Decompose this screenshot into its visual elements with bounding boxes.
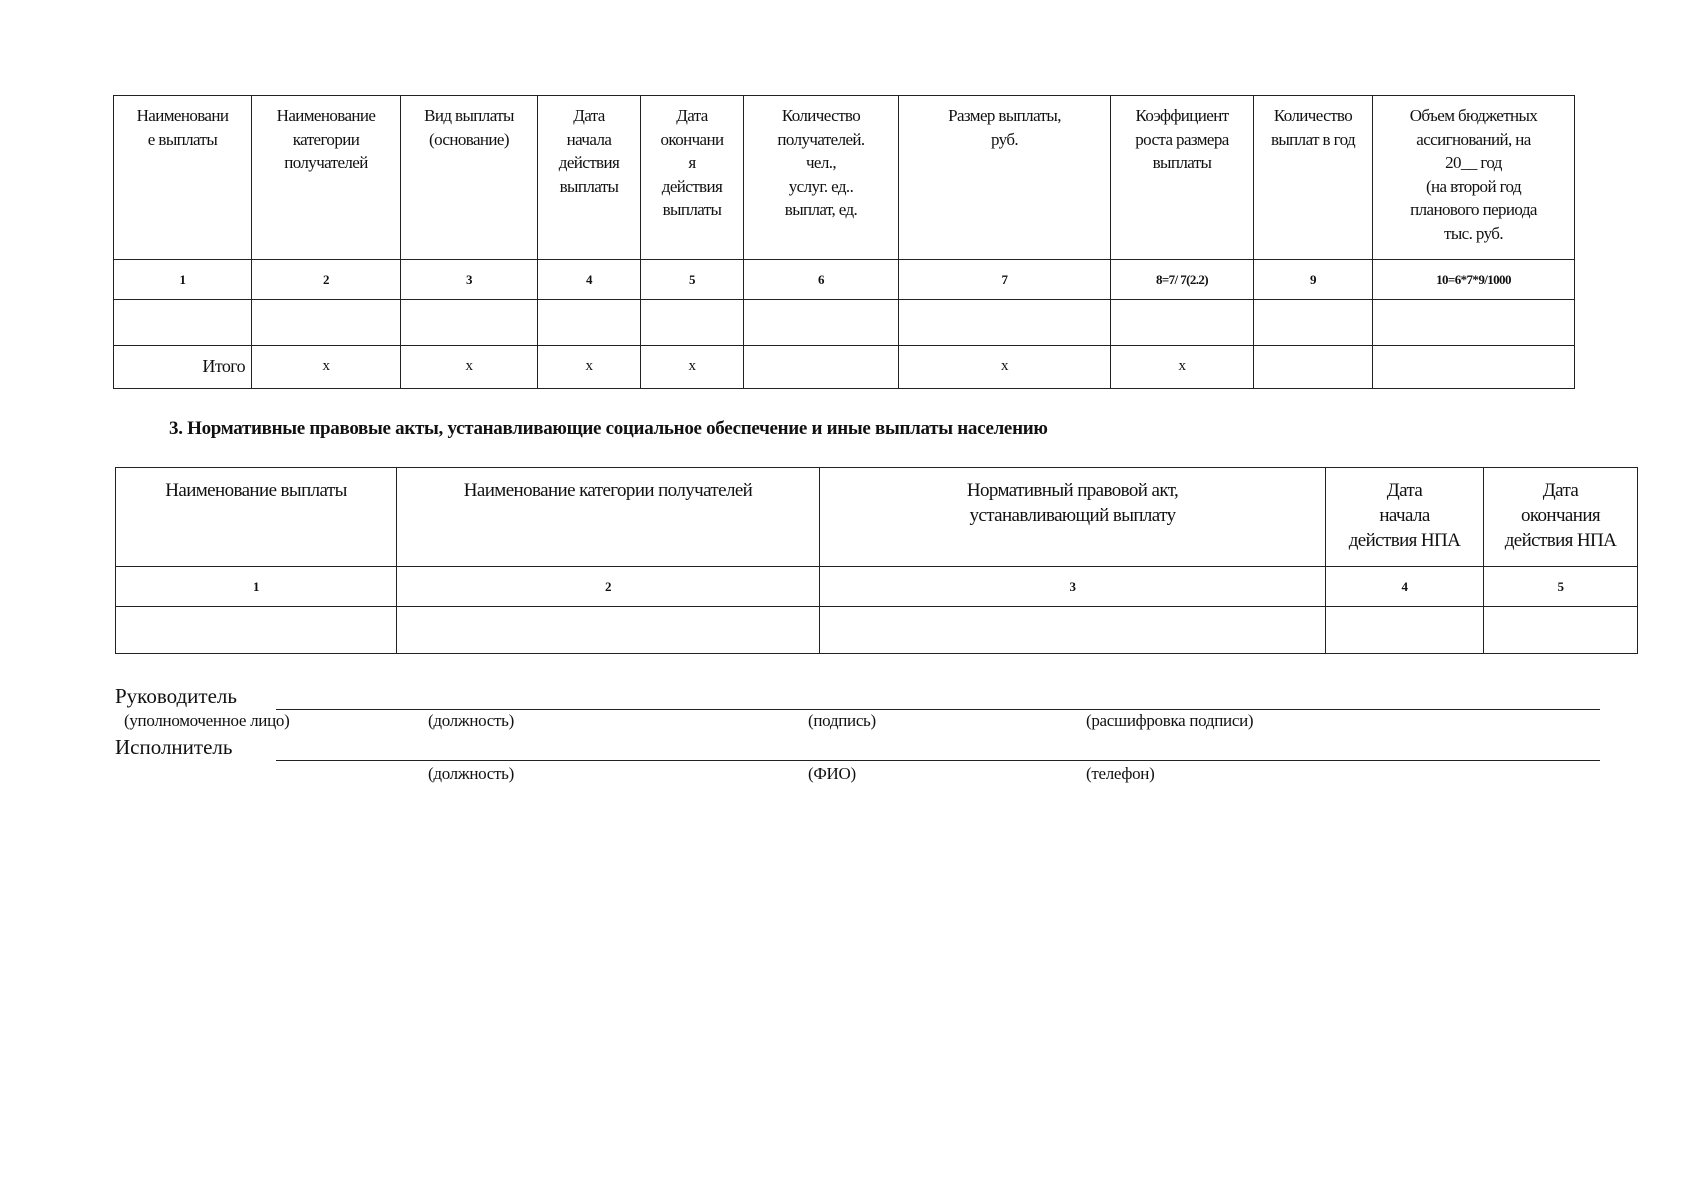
executor-sub-position: (должность)	[428, 764, 514, 783]
header-cell: Дата окончания действия НПА	[1484, 468, 1638, 567]
column-number: 6	[744, 260, 899, 300]
header-cell: Нормативный правовой акт, устанавливающий выплату	[820, 468, 1326, 567]
header-cell: Вид выплаты (основание)	[401, 96, 538, 260]
data-cell[interactable]	[744, 300, 899, 346]
executor-sub-phone: (телефон)	[1086, 764, 1155, 783]
data-cell[interactable]	[401, 300, 538, 346]
header-cell: Дата начала действия НПА	[1326, 468, 1484, 567]
data-cell[interactable]	[1373, 300, 1575, 346]
column-number: 4	[1326, 567, 1484, 607]
data-cell[interactable]	[1254, 300, 1373, 346]
data-cell[interactable]	[899, 300, 1111, 346]
head-sub-decoding: (расшифровка подписи)	[1086, 711, 1254, 730]
column-number: 3	[401, 260, 538, 300]
total-row	[114, 346, 1575, 389]
total-label: Итого	[114, 346, 252, 389]
total-cell: x	[1111, 346, 1254, 389]
data-cell[interactable]	[1484, 607, 1638, 654]
total-cell: x	[641, 346, 744, 389]
executor-sub-name: (ФИО)	[808, 764, 856, 783]
column-number-row	[114, 260, 1575, 300]
header-cell: Наименование категории получателей	[252, 96, 401, 260]
executor-signature-line[interactable]	[276, 760, 1600, 761]
head-sub-authorized: (уполномоченное лицо)	[124, 711, 290, 730]
executor-label: Исполнитель	[115, 735, 233, 759]
data-cell[interactable]	[114, 300, 252, 346]
header-cell: Дата начала действия выплаты	[538, 96, 641, 260]
total-cell: x	[899, 346, 1111, 389]
total-cell[interactable]	[1373, 346, 1575, 389]
head-signature-line[interactable]	[276, 709, 1600, 710]
total-cell: x	[401, 346, 538, 389]
header-cell: Размер выплаты, руб.	[899, 96, 1111, 260]
data-cell[interactable]	[1111, 300, 1254, 346]
column-number: 10=6*7*9/1000	[1373, 260, 1575, 300]
total-cell[interactable]	[1254, 346, 1373, 389]
column-number: 7	[899, 260, 1111, 300]
data-cell[interactable]	[116, 607, 397, 654]
header-cell: Дата окончани я действия выплаты	[641, 96, 744, 260]
table-header-row	[116, 468, 1638, 567]
data-cell[interactable]	[1326, 607, 1484, 654]
header-cell: Объем бюджетных ассигнований, на 20__ год (на второй год планового периода тыс. руб.	[1373, 96, 1575, 260]
data-cell[interactable]	[538, 300, 641, 346]
empty-data-row	[114, 300, 1575, 346]
data-cell[interactable]	[397, 607, 820, 654]
legal-acts-table	[115, 467, 1638, 654]
column-number: 5	[1484, 567, 1638, 607]
column-number: 9	[1254, 260, 1373, 300]
empty-data-row	[116, 607, 1638, 654]
header-cell: Количество получателей. чел., услуг. ед.. выплат, ед.	[744, 96, 899, 260]
payments-table	[113, 95, 1575, 389]
column-number: 3	[820, 567, 1326, 607]
column-number: 1	[116, 567, 397, 607]
column-number-row	[116, 567, 1638, 607]
total-cell[interactable]	[744, 346, 899, 389]
total-cell: x	[252, 346, 401, 389]
head-sub-signature: (подпись)	[808, 711, 876, 730]
column-number: 2	[252, 260, 401, 300]
table-header-row	[114, 96, 1575, 260]
column-number: 2	[397, 567, 820, 607]
column-number: 1	[114, 260, 252, 300]
section-3-heading: 3. Нормативные правовые акты, устанавливающие социальное обеспечение и иные выплаты населению	[169, 418, 1048, 439]
total-cell: x	[538, 346, 641, 389]
header-cell: Количество выплат в год	[1254, 96, 1373, 260]
header-cell: Наименование категории получателей	[397, 468, 820, 567]
header-cell: Наименовани е выплаты	[114, 96, 252, 260]
data-cell[interactable]	[820, 607, 1326, 654]
column-number: 5	[641, 260, 744, 300]
head-label: Руководитель	[115, 684, 237, 708]
column-number: 8=7/ 7(2.2)	[1111, 260, 1254, 300]
header-cell: Коэффициент роста размера выплаты	[1111, 96, 1254, 260]
data-cell[interactable]	[252, 300, 401, 346]
data-cell[interactable]	[641, 300, 744, 346]
head-sub-position: (должность)	[428, 711, 514, 730]
header-cell: Наименование выплаты	[116, 468, 397, 567]
column-number: 4	[538, 260, 641, 300]
